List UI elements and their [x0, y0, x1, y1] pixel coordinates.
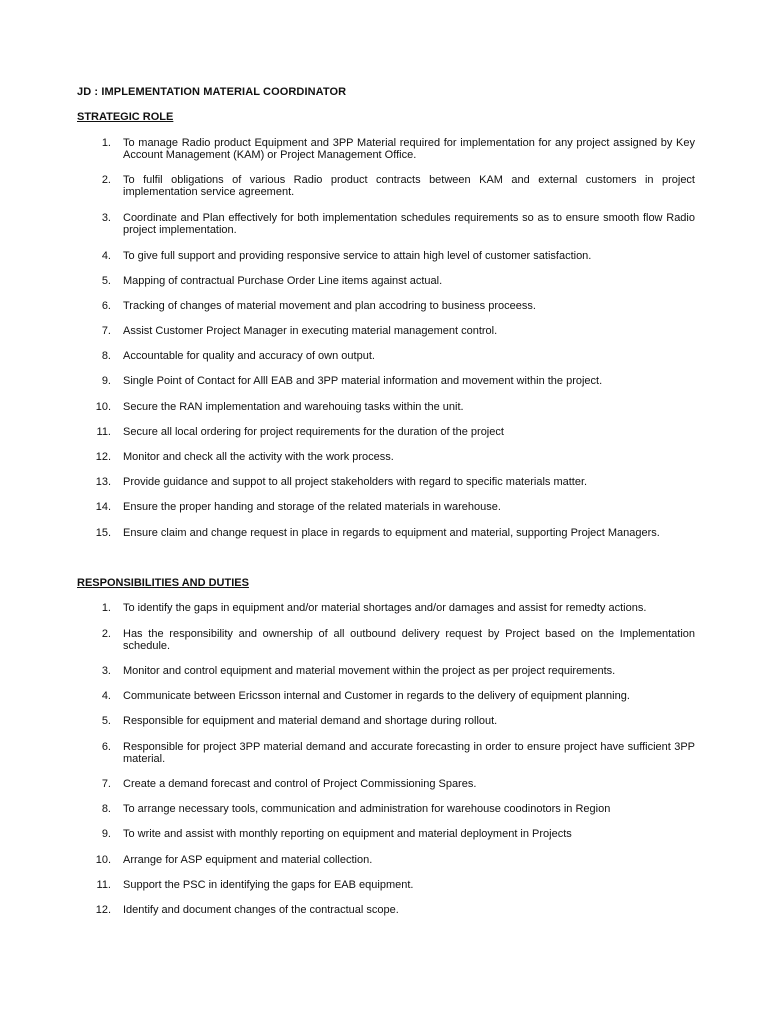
list-item-text: Communicate between Ericsson internal and Customer in regards to the delivery of equipment planning.: [123, 690, 630, 702]
list-item-number: 12.: [95, 451, 111, 463]
list-item-number: 9.: [101, 828, 111, 840]
list-item-number: 4.: [101, 690, 111, 702]
list-item-number: 5.: [101, 715, 111, 727]
list-item-text: Ensure claim and change request in place in regards to equipment and material, supporting Project Managers.: [123, 527, 660, 539]
list-item-text: Create a demand forecast and control of Project Commissioning Spares.: [123, 778, 477, 790]
list-item-number: 4.: [101, 250, 111, 262]
list-item-text: To identify the gaps in equipment and/or material shortages and/or damages and assist for remedty actions.: [123, 602, 647, 614]
list-item-text: Monitor and control equipment and material movement within the project as per project requirements.: [123, 665, 616, 677]
list-item-text: Arrange for ASP equipment and material collection.: [123, 854, 373, 866]
list-item-text: To give full support and providing responsive service to attain high level of customer satisfaction.: [123, 250, 592, 262]
list-item-number: 10.: [95, 854, 111, 866]
list-item-text: Provide guidance and suppot to all project stakeholders with regard to specific materials matter.: [123, 476, 588, 488]
list-item-text: Secure all local ordering for project requirements for the duration of the project: [123, 426, 504, 438]
list-item-number: 3.: [101, 665, 111, 677]
list-item-text: Ensure the proper handing and storage of the related materials in warehouse.: [123, 501, 501, 513]
list-item-number: 1.: [101, 602, 111, 614]
list-item-text: Assist Customer Project Manager in executing material management control.: [123, 325, 498, 337]
list-item-text: Coordinate and Plan effectively for both implementation schedules requirements so as to ensure smooth flow Radio project implementation.: [123, 212, 695, 236]
list-item-text: Mapping of contractual Purchase Order Line items against actual.: [123, 275, 443, 287]
list-item-number: 1.: [101, 137, 111, 149]
section-heading-strategic-role: STRATEGIC ROLE: [77, 111, 174, 123]
list-item-number: 6.: [101, 741, 111, 753]
list-item-number: 7.: [101, 325, 111, 337]
list-item-number: 15.: [95, 527, 111, 539]
document-title: JD : IMPLEMENTATION MATERIAL COORDINATOR: [77, 86, 347, 98]
list-item-text: Accountable for quality and accuracy of own output.: [123, 350, 375, 362]
list-item-text: To arrange necessary tools, communication and administration for warehouse coodinotors in Region: [123, 803, 611, 815]
list-item-number: 14.: [95, 501, 111, 513]
list-item-number: 12.: [95, 904, 111, 916]
section-heading-responsibilities: RESPONSIBILITIES AND DUTIES: [77, 577, 249, 589]
list-item-number: 10.: [95, 401, 111, 413]
list-item-text: Single Point of Contact for Alll EAB and 3PP material information and movement within the project.: [123, 375, 603, 387]
list-item-number: 5.: [101, 275, 111, 287]
list-item-number: 8.: [101, 350, 111, 362]
list-item-text: Responsible for equipment and material demand and shortage during rollout.: [123, 715, 498, 727]
list-item-number: 7.: [101, 778, 111, 790]
list-item-text: To fulfil obligations of various Radio product contracts between KAM and external customers in project implementation service agreement.: [123, 174, 695, 198]
list-item-text: Secure the RAN implementation and warehouing tasks within the unit.: [123, 401, 464, 413]
list-item-number: 9.: [101, 375, 111, 387]
list-item-number: 6.: [101, 300, 111, 312]
list-item-number: 8.: [101, 803, 111, 815]
list-item-text: Has the responsibility and ownership of all outbound delivery request by Project based on the Implementation schedule.: [123, 628, 695, 652]
list-item-text: To write and assist with monthly reporting on equipment and material deployment in Projects: [123, 828, 572, 840]
list-item-number: 3.: [101, 212, 111, 224]
list-item-number: 11.: [96, 426, 111, 438]
list-item-number: 2.: [101, 628, 111, 640]
list-item-text: Responsible for project 3PP material demand and accurate forecasting in order to ensure project have sufficient 3PP material.: [123, 741, 695, 765]
list-item-text: To manage Radio product Equipment and 3PP Material required for implementation for any project assigned by Key Account Management (KAM) or Project Management Office.: [123, 137, 695, 161]
list-item-text: Identify and document changes of the contractual scope.: [123, 904, 399, 916]
list-item-number: 11.: [96, 879, 111, 891]
list-item-number: 13.: [95, 476, 111, 488]
list-item-number: 2.: [101, 174, 111, 186]
list-item-text: Tracking of changes of material movement and plan accodring to business proceess.: [123, 300, 536, 312]
list-item-text: Support the PSC in identifying the gaps for EAB equipment.: [123, 879, 414, 891]
list-item-text: Monitor and check all the activity with the work process.: [123, 451, 394, 463]
